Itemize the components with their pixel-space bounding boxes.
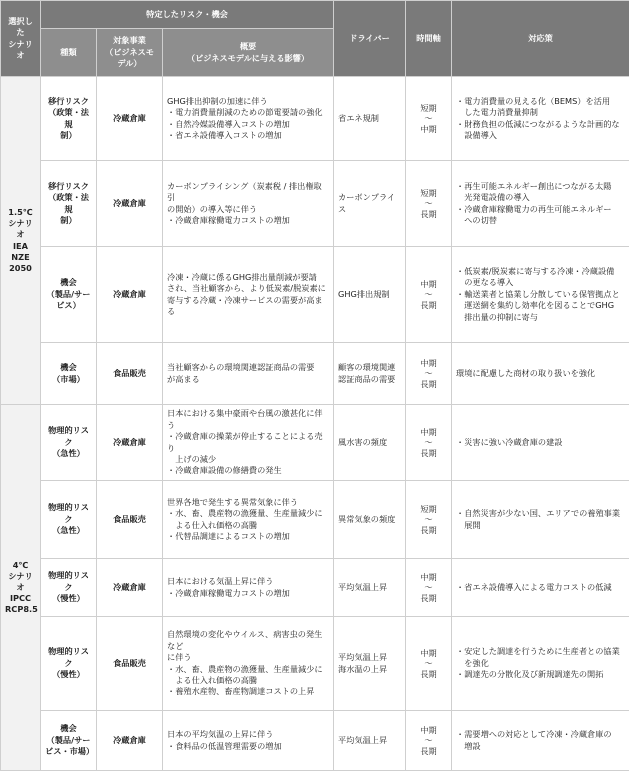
summary: 当社顧客からの環境関連認証商品の需要 が高まる: [163, 343, 334, 405]
measures: ・災害に強い冷蔵倉庫の建設: [452, 405, 629, 481]
table-row: [1, 559, 629, 617]
table-row: [1, 161, 629, 247]
driver: 平均気温上昇: [334, 711, 406, 771]
timeline: 中期 ～ 長期: [406, 343, 452, 405]
timeline: 中期 ～ 長期: [406, 405, 452, 481]
business: 食品販売: [97, 481, 163, 559]
measures: 環境に配慮した商材の取り扱いを強化: [452, 343, 629, 405]
table-row: [1, 481, 629, 559]
risk-type: 機会 （製品/サー ビス・市場）: [41, 711, 97, 771]
measures: ・低炭素/脱炭素に寄与する冷凍・冷蔵設備 の更なる導入 ・輸送業者と協業し分散している保管拠点と 運送網を集約し効率化を図ることでGHG 排出量の抑制に寄与: [452, 247, 629, 343]
summary: 冷凍・冷蔵に係るGHG排出量削減が要請 され、当社顧客から、より低炭素/脱炭素に 寄与する冷蔵・冷凍サービスの需要が高まる: [163, 247, 334, 343]
risk-type: 機会 （市場）: [41, 343, 97, 405]
table-row: [1, 711, 629, 771]
table-row: [1, 77, 629, 161]
business: 冷蔵倉庫: [97, 161, 163, 247]
risk-type: 移行リスク （政策・法規 制）: [41, 77, 97, 161]
driver: 平均気温上昇 海水温の上昇: [334, 617, 406, 711]
header-scenario: 選択した シナリオ: [1, 1, 41, 77]
summary: 日本における気温上昇に伴う ・冷蔵倉庫稼働電力コストの増加: [163, 559, 334, 617]
measures: ・自然災害が少ない国、エリアでの養殖事業 展開: [452, 481, 629, 559]
summary: カーボンプライシング（炭素税 / 排出権取引 の開始）の導入等に伴う ・冷蔵倉庫稼働電力コストの増加: [163, 161, 334, 247]
risk-type: 移行リスク （政策・法規 制）: [41, 161, 97, 247]
risk-type: 物理的リスク （慢性）: [41, 559, 97, 617]
risk-type: 機会 （製品/サー ビス）: [41, 247, 97, 343]
driver: GHG排出規制: [334, 247, 406, 343]
timeline: 中期 ～ 長期: [406, 711, 452, 771]
header-timeline: 時間軸: [406, 1, 452, 77]
summary: 日本の平均気温の上昇に伴う ・食料品の低温管理需要の増加: [163, 711, 334, 771]
timeline: 中期 ～ 長期: [406, 247, 452, 343]
business: 冷蔵倉庫: [97, 711, 163, 771]
business: 冷蔵倉庫: [97, 405, 163, 481]
measures: ・省エネ設備導入による電力コストの低減: [452, 559, 629, 617]
driver: 平均気温上昇: [334, 559, 406, 617]
business: 食品販売: [97, 343, 163, 405]
driver: 異常気象の頻度: [334, 481, 406, 559]
business: 冷蔵倉庫: [97, 77, 163, 161]
driver: 省エネ規制: [334, 77, 406, 161]
risk-type: 物理的リスク （急性）: [41, 405, 97, 481]
header-driver: ドライバー: [334, 1, 406, 77]
summary: 自然環境の変化やウイルス、病害虫の発生など に伴う ・水、畜、農産物の漁獲量、生産量減少に よる仕入れ価格の高騰 ・養殖水産物、畜産物調達コストの上昇: [163, 617, 334, 711]
measures: ・電力消費量の見える化（BEMS）を活用 した電力消費量抑制 ・財務負担の低減につながるような計画的な 設備導入: [452, 77, 629, 161]
summary: 世界各地で発生する異常気象に伴う ・水、畜、農産物の漁獲量、生産量減少に よる仕入れ価格の高騰 ・代替品調達によるコストの増加: [163, 481, 334, 559]
table-row: [1, 405, 629, 481]
header-measures: 対応策: [452, 1, 629, 77]
table-row: [1, 617, 629, 711]
business: 冷蔵倉庫: [97, 559, 163, 617]
table-row: [1, 343, 629, 405]
driver: 風水害の頻度: [334, 405, 406, 481]
header-risk-group: 特定したリスク・機会: [41, 1, 334, 29]
timeline: 短期 ～ 長期: [406, 481, 452, 559]
scenario-label: 4℃ シナリオ IPCC RCP8.5: [1, 405, 41, 771]
timeline: 短期 ～ 長期: [406, 161, 452, 247]
timeline: 中期 ～ 長期: [406, 559, 452, 617]
summary: GHG排出抑制の加速に伴う ・電力消費量削減のための節電要請の強化 ・自然冷媒設備導入コストの増加 ・省エネ設備導入コストの増加: [163, 77, 334, 161]
timeline: 短期 ～ 中期: [406, 77, 452, 161]
header-business: 対象事業 （ビジネスモデル）: [97, 29, 163, 77]
measures: ・安定した調達を行うために生産者との協業 を強化 ・調達先の分散化及び新規調達先の開拓: [452, 617, 629, 711]
business: 食品販売: [97, 617, 163, 711]
driver: カーボンプライス: [334, 161, 406, 247]
measures: ・再生可能エネルギー創出につながる太陽 光発電設備の導入 ・冷蔵倉庫稼働電力の再生可能エネルギー への切替: [452, 161, 629, 247]
scenario-label: 1.5℃ シナリオ IEA NZE 2050: [1, 77, 41, 405]
business: 冷蔵倉庫: [97, 247, 163, 343]
risk-type: 物理的リスク （急性）: [41, 481, 97, 559]
driver: 顧客の環境関連 認証商品の需要: [334, 343, 406, 405]
table-row: [1, 247, 629, 343]
timeline: 中期 ～ 長期: [406, 617, 452, 711]
measures: ・需要増への対応として冷凍・冷蔵倉庫の 増設: [452, 711, 629, 771]
summary: 日本における集中豪雨や台風の激甚化に伴う ・冷蔵倉庫の操業が停止することによる売り 上げの減少 ・冷蔵倉庫設備の修繕費の発生: [163, 405, 334, 481]
risk-type: 物理的リスク （慢性）: [41, 617, 97, 711]
header-summary: 概要 （ビジネスモデルに与える影響）: [163, 29, 334, 77]
header-type: 種類: [41, 29, 97, 77]
